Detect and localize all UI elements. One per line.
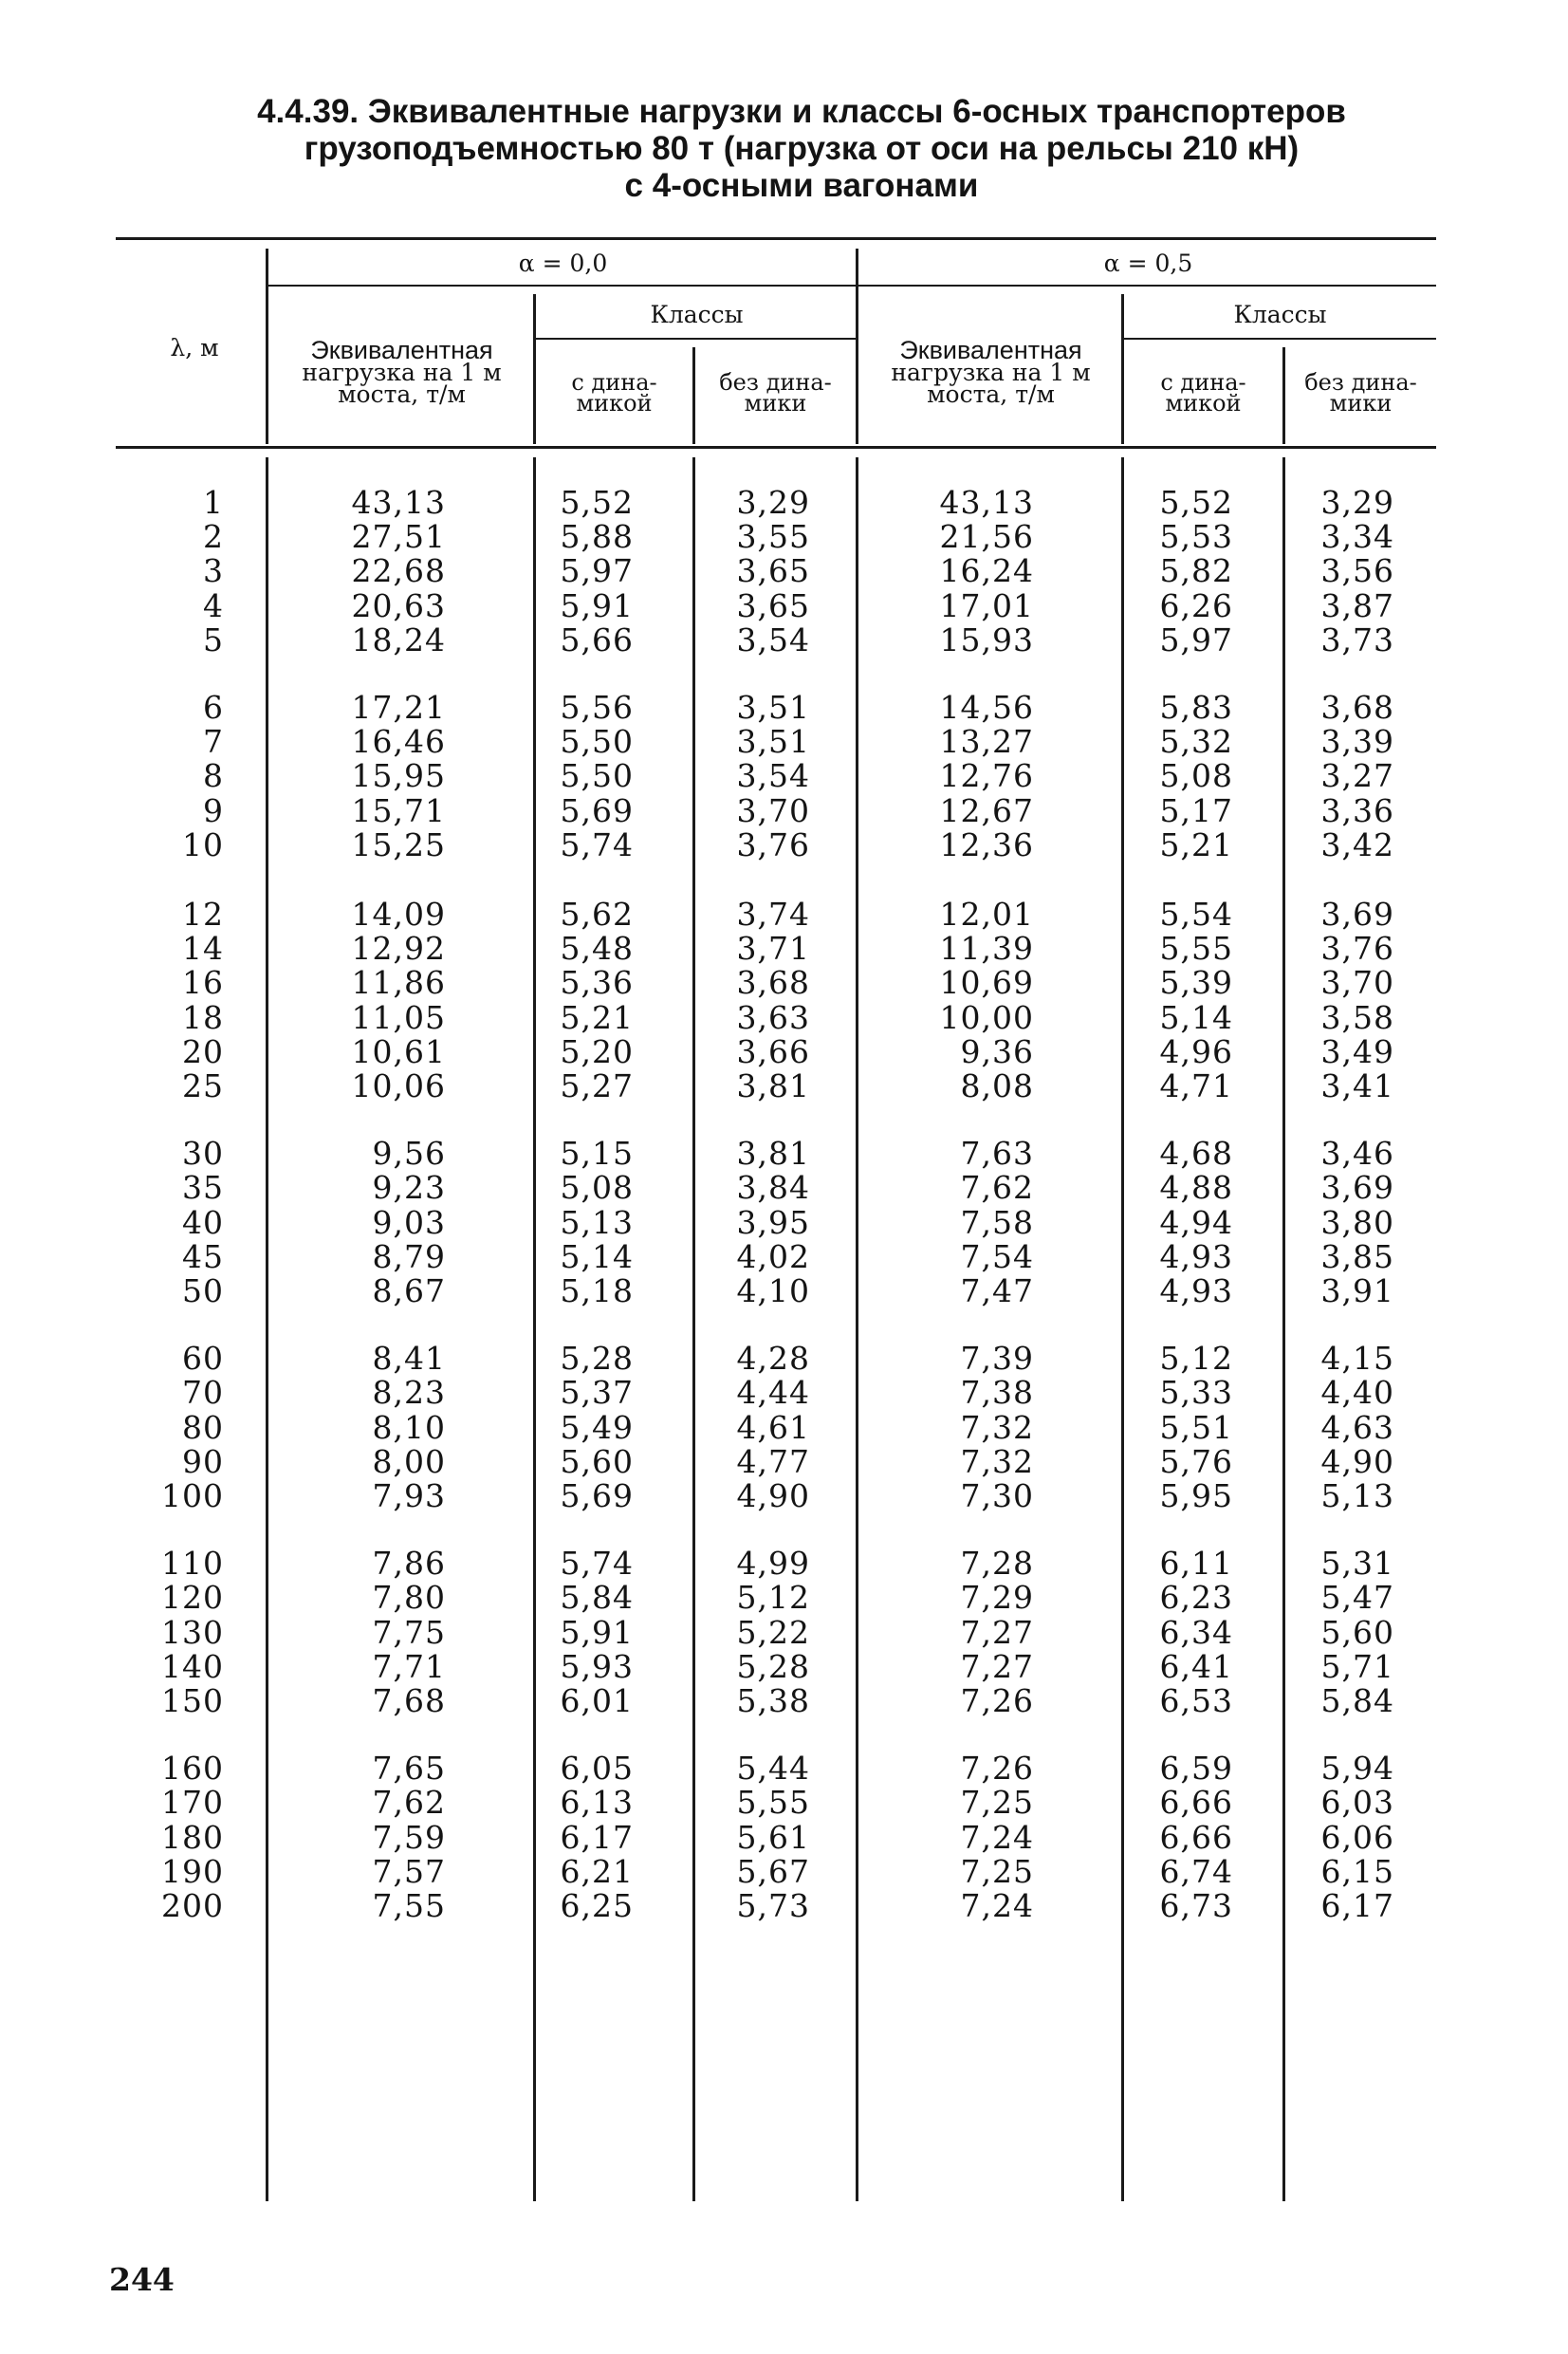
- alpha0-underline: [266, 285, 858, 287]
- value-cell: 3,56: [1320, 552, 1394, 589]
- page-number: 244: [109, 2261, 175, 2298]
- value-cell: 11,86: [351, 964, 446, 1001]
- value-cell: 8,23: [372, 1374, 446, 1411]
- header-alpha-0: α = 0,0: [518, 250, 608, 277]
- value-cell: 4,77: [736, 1443, 810, 1480]
- value-cell: 3,76: [1320, 930, 1394, 967]
- value-cell: 10,00: [939, 999, 1034, 1036]
- value-cell: 5,12: [1159, 1340, 1233, 1377]
- lambda-cell: 110: [161, 1545, 224, 1582]
- col-divider-body-1: [266, 457, 268, 2201]
- header-with-dyn-a05-line2: микой: [1165, 390, 1242, 417]
- value-cell: 5,91: [560, 587, 634, 624]
- value-cell: 4,93: [1159, 1238, 1233, 1275]
- lambda-cell: 60: [182, 1340, 224, 1377]
- value-cell: 3,71: [736, 930, 810, 967]
- header-equiv-load-a0-line3: моста, т/м: [338, 380, 466, 408]
- value-cell: 3,58: [1320, 999, 1394, 1036]
- value-cell: 3,54: [736, 621, 810, 658]
- value-cell: 5,17: [1159, 792, 1233, 829]
- value-cell: 6,23: [1159, 1579, 1233, 1616]
- header-without-dyn-a0-line2: мики: [744, 390, 807, 417]
- value-cell: 7,25: [960, 1853, 1034, 1890]
- header-equiv-load-a05-line3: моста, т/м: [927, 380, 1055, 408]
- value-cell: 6,05: [560, 1750, 634, 1787]
- header-equiv-load-a0: [270, 336, 533, 408]
- lambda-cell: 14: [182, 930, 224, 967]
- lambda-cell: 200: [161, 1887, 224, 1924]
- lambda-cell: 70: [182, 1374, 224, 1411]
- value-cell: 5,39: [1159, 964, 1233, 1001]
- value-cell: 3,55: [736, 518, 810, 555]
- value-cell: 5,60: [560, 1443, 634, 1480]
- value-cell: 6,74: [1159, 1853, 1233, 1890]
- value-cell: 7,80: [372, 1579, 446, 1616]
- value-cell: 3,27: [1320, 757, 1394, 794]
- value-cell: 3,70: [736, 792, 810, 829]
- value-cell: 4,15: [1320, 1340, 1394, 1377]
- value-cell: 5,60: [1320, 1614, 1394, 1651]
- lambda-cell: 16: [182, 964, 224, 1001]
- value-cell: 5,28: [736, 1648, 810, 1685]
- value-cell: 7,28: [960, 1545, 1034, 1582]
- value-cell: 3,85: [1320, 1238, 1394, 1275]
- value-cell: 17,21: [351, 689, 446, 726]
- value-cell: 15,71: [351, 792, 446, 829]
- value-cell: 6,17: [1320, 1887, 1394, 1924]
- value-cell: 3,69: [1320, 896, 1394, 933]
- header-equiv-load-a0-line1: Эквивалентная: [310, 336, 493, 364]
- header-with-dyn-a0-line2: микой: [576, 390, 653, 417]
- value-cell: 7,29: [960, 1579, 1034, 1616]
- value-cell: 5,73: [736, 1887, 810, 1924]
- value-cell: 3,51: [736, 723, 810, 760]
- value-cell: 6,06: [1320, 1819, 1394, 1856]
- value-cell: 3,54: [736, 757, 810, 794]
- lambda-cell: 5: [203, 621, 224, 658]
- col-divider-body-4: [856, 457, 858, 2201]
- header-classes-a0: Классы: [650, 301, 744, 328]
- lambda-cell: 160: [161, 1750, 224, 1787]
- value-cell: 4,44: [736, 1374, 810, 1411]
- header-equiv-load-a0-line2: нагрузка на 1 м: [302, 359, 502, 386]
- value-cell: 9,36: [960, 1033, 1034, 1070]
- value-cell: 11,39: [939, 930, 1034, 967]
- value-cell: 4,63: [1320, 1409, 1394, 1446]
- value-cell: 7,26: [960, 1682, 1034, 1719]
- value-cell: 15,93: [939, 621, 1034, 658]
- value-cell: 8,00: [372, 1443, 446, 1480]
- value-cell: 7,25: [960, 1784, 1034, 1821]
- value-cell: 7,32: [960, 1409, 1034, 1446]
- value-cell: 5,27: [560, 1067, 634, 1104]
- value-cell: 3,65: [736, 587, 810, 624]
- value-cell: 6,66: [1159, 1819, 1233, 1856]
- value-cell: 5,13: [1320, 1477, 1394, 1514]
- value-cell: 5,94: [1320, 1750, 1394, 1787]
- value-cell: 5,53: [1159, 518, 1233, 555]
- value-cell: 4,28: [736, 1340, 810, 1377]
- value-cell: 5,74: [560, 826, 634, 863]
- value-cell: 3,68: [736, 964, 810, 1001]
- header-equiv-load-a05-line1: Эквивалентная: [899, 336, 1082, 364]
- value-cell: 4,02: [736, 1238, 810, 1275]
- lambda-cell: 25: [182, 1067, 224, 1104]
- value-cell: 6,41: [1159, 1648, 1233, 1685]
- value-cell: 10,61: [351, 1033, 446, 1070]
- lambda-cell: 80: [182, 1409, 224, 1446]
- value-cell: 4,88: [1159, 1169, 1233, 1206]
- header-with-dyn-a0-line1: с дина-: [571, 369, 657, 396]
- lambda-cell: 8: [203, 757, 224, 794]
- value-cell: 4,90: [736, 1477, 810, 1514]
- value-cell: 14,09: [351, 896, 446, 933]
- lambda-cell: 35: [182, 1169, 224, 1206]
- lambda-cell: 1: [203, 484, 224, 521]
- value-cell: 5,31: [1320, 1545, 1394, 1582]
- value-cell: 5,32: [1159, 723, 1233, 760]
- value-cell: 5,15: [560, 1135, 634, 1172]
- value-cell: 6,13: [560, 1784, 634, 1821]
- value-cell: 5,52: [560, 484, 634, 521]
- lambda-cell: 120: [161, 1579, 224, 1616]
- value-cell: 4,68: [1159, 1135, 1233, 1172]
- value-cell: 4,40: [1320, 1374, 1394, 1411]
- value-cell: 5,74: [560, 1545, 634, 1582]
- header-without-dyn-a05-line1: без дина-: [1304, 369, 1417, 396]
- value-cell: 43,13: [351, 484, 446, 521]
- value-cell: 8,10: [372, 1409, 446, 1446]
- value-cell: 7,59: [372, 1819, 446, 1856]
- value-cell: 3,41: [1320, 1067, 1394, 1104]
- value-cell: 5,62: [560, 896, 634, 933]
- value-cell: 3,87: [1320, 587, 1394, 624]
- lambda-cell: 150: [161, 1682, 224, 1719]
- value-cell: 7,63: [960, 1135, 1034, 1172]
- value-cell: 4,93: [1159, 1272, 1233, 1309]
- value-cell: 5,13: [560, 1204, 634, 1241]
- value-cell: 5,67: [736, 1853, 810, 1890]
- lambda-cell: 40: [182, 1204, 224, 1241]
- value-cell: 27,51: [351, 518, 446, 555]
- lambda-cell: 9: [203, 792, 224, 829]
- value-cell: 5,49: [560, 1409, 634, 1446]
- value-cell: 8,67: [372, 1272, 446, 1309]
- lambda-cell: 12: [182, 896, 224, 933]
- header-with-dyn-a05: [1124, 369, 1282, 417]
- value-cell: 3,73: [1320, 621, 1394, 658]
- value-cell: 5,47: [1320, 1579, 1394, 1616]
- value-cell: 7,24: [960, 1887, 1034, 1924]
- value-cell: 3,68: [1320, 689, 1394, 726]
- value-cell: 7,65: [372, 1750, 446, 1787]
- value-cell: 9,03: [372, 1204, 446, 1241]
- value-cell: 5,83: [1159, 689, 1233, 726]
- value-cell: 3,69: [1320, 1169, 1394, 1206]
- value-cell: 3,74: [736, 896, 810, 933]
- title-line-1: 4.4.39. Эквивалентные нагрузки и классы 6-осных транспортеров: [257, 93, 1346, 130]
- value-cell: 6,15: [1320, 1853, 1394, 1890]
- classes05-underline: [1123, 338, 1436, 340]
- value-cell: 3,95: [736, 1204, 810, 1241]
- lambda-cell: 90: [182, 1443, 224, 1480]
- header-without-dyn-a0-line1: без дина-: [719, 369, 832, 396]
- value-cell: 5,52: [1159, 484, 1233, 521]
- value-cell: 15,95: [351, 757, 446, 794]
- value-cell: 8,08: [960, 1067, 1034, 1104]
- value-cell: 7,55: [372, 1887, 446, 1924]
- value-cell: 10,69: [939, 964, 1034, 1001]
- value-cell: 4,94: [1159, 1204, 1233, 1241]
- value-cell: 6,59: [1159, 1750, 1233, 1787]
- value-cell: 5,48: [560, 930, 634, 967]
- lambda-cell: 3: [203, 552, 224, 589]
- lambda-cell: 10: [182, 826, 224, 863]
- value-cell: 21,56: [939, 518, 1034, 555]
- value-cell: 7,86: [372, 1545, 446, 1582]
- value-cell: 7,27: [960, 1614, 1034, 1651]
- value-cell: 3,81: [736, 1067, 810, 1104]
- value-cell: 7,24: [960, 1819, 1034, 1856]
- header-without-dyn-a05: [1285, 369, 1436, 417]
- header-alpha-05: α = 0,5: [1103, 250, 1193, 277]
- value-cell: 14,56: [939, 689, 1034, 726]
- value-cell: 12,92: [351, 930, 446, 967]
- header-lambda: λ, м: [170, 334, 219, 361]
- lambda-cell: 190: [161, 1853, 224, 1890]
- value-cell: 17,01: [939, 587, 1034, 624]
- header-bottom-rule: [116, 446, 1436, 449]
- value-cell: 5,21: [1159, 826, 1233, 863]
- lambda-cell: 18: [182, 999, 224, 1036]
- header-classes-a05: Классы: [1233, 301, 1327, 328]
- value-cell: 5,84: [560, 1579, 634, 1616]
- value-cell: 7,27: [960, 1648, 1034, 1685]
- table-top-rule: [116, 237, 1436, 240]
- lambda-cell: 140: [161, 1648, 224, 1685]
- value-cell: 5,91: [560, 1614, 634, 1651]
- value-cell: 9,23: [372, 1169, 446, 1206]
- value-cell: 5,61: [736, 1819, 810, 1856]
- value-cell: 12,36: [939, 826, 1034, 863]
- value-cell: 4,99: [736, 1545, 810, 1582]
- value-cell: 7,54: [960, 1238, 1034, 1275]
- value-cell: 7,62: [372, 1784, 446, 1821]
- value-cell: 5,12: [736, 1579, 810, 1616]
- lambda-cell: 30: [182, 1135, 224, 1172]
- value-cell: 5,69: [560, 1477, 634, 1514]
- value-cell: 5,37: [560, 1374, 634, 1411]
- title-line-2: грузоподъемностью 80 т (нагрузка от оси на рельсы 210 кН): [304, 130, 1300, 167]
- classes0-underline: [533, 338, 858, 340]
- value-cell: 6,21: [560, 1853, 634, 1890]
- value-cell: 6,17: [560, 1819, 634, 1856]
- value-cell: 5,50: [560, 757, 634, 794]
- value-cell: 5,14: [1159, 999, 1233, 1036]
- header-with-dyn-a0: [536, 369, 692, 417]
- value-cell: 7,93: [372, 1477, 446, 1514]
- value-cell: 6,01: [560, 1682, 634, 1719]
- value-cell: 10,06: [351, 1067, 446, 1104]
- value-cell: 3,46: [1320, 1135, 1394, 1172]
- value-cell: 5,82: [1159, 552, 1233, 589]
- value-cell: 6,03: [1320, 1784, 1394, 1821]
- value-cell: 7,39: [960, 1340, 1034, 1377]
- value-cell: 8,79: [372, 1238, 446, 1275]
- value-cell: 6,11: [1159, 1545, 1233, 1582]
- value-cell: 5,33: [1159, 1374, 1233, 1411]
- value-cell: 7,75: [372, 1614, 446, 1651]
- value-cell: 5,38: [736, 1682, 810, 1719]
- lambda-cell: 170: [161, 1784, 224, 1821]
- value-cell: 3,49: [1320, 1033, 1394, 1070]
- value-cell: 5,88: [560, 518, 634, 555]
- value-cell: 7,58: [960, 1204, 1034, 1241]
- table-title: [190, 93, 1413, 204]
- value-cell: 6,26: [1159, 587, 1233, 624]
- value-cell: 16,46: [351, 723, 446, 760]
- value-cell: 3,51: [736, 689, 810, 726]
- lambda-cell: 50: [182, 1272, 224, 1309]
- value-cell: 3,70: [1320, 964, 1394, 1001]
- value-cell: 3,29: [1320, 484, 1394, 521]
- value-cell: 5,71: [1320, 1648, 1394, 1685]
- value-cell: 4,96: [1159, 1033, 1233, 1070]
- value-cell: 16,24: [939, 552, 1034, 589]
- lambda-cell: 130: [161, 1614, 224, 1651]
- value-cell: 18,24: [351, 621, 446, 658]
- header-with-dyn-a05-line1: с дина-: [1160, 369, 1246, 396]
- value-cell: 5,84: [1320, 1682, 1394, 1719]
- value-cell: 7,30: [960, 1477, 1034, 1514]
- col-divider-header-4: [856, 249, 858, 444]
- value-cell: 6,34: [1159, 1614, 1233, 1651]
- value-cell: 5,22: [736, 1614, 810, 1651]
- value-cell: 9,56: [372, 1135, 446, 1172]
- value-cell: 3,34: [1320, 518, 1394, 555]
- value-cell: 5,44: [736, 1750, 810, 1787]
- value-cell: 5,51: [1159, 1409, 1233, 1446]
- value-cell: 5,50: [560, 723, 634, 760]
- value-cell: 12,01: [939, 896, 1034, 933]
- header-equiv-load-a05: [860, 336, 1121, 408]
- value-cell: 5,97: [1159, 621, 1233, 658]
- value-cell: 5,56: [560, 689, 634, 726]
- value-cell: 22,68: [351, 552, 446, 589]
- value-cell: 5,66: [560, 621, 634, 658]
- value-cell: 5,36: [560, 964, 634, 1001]
- lambda-cell: 4: [203, 587, 224, 624]
- value-cell: 5,08: [560, 1169, 634, 1206]
- value-cell: 4,90: [1320, 1443, 1394, 1480]
- value-cell: 11,05: [351, 999, 446, 1036]
- lambda-cell: 7: [203, 723, 224, 760]
- value-cell: 5,97: [560, 552, 634, 589]
- value-cell: 5,14: [560, 1238, 634, 1275]
- value-cell: 5,95: [1159, 1477, 1233, 1514]
- lambda-cell: 180: [161, 1819, 224, 1856]
- value-cell: 3,91: [1320, 1272, 1394, 1309]
- value-cell: 3,80: [1320, 1204, 1394, 1241]
- value-cell: 3,76: [736, 826, 810, 863]
- value-cell: 7,32: [960, 1443, 1034, 1480]
- value-cell: 7,26: [960, 1750, 1034, 1787]
- value-cell: 5,08: [1159, 757, 1233, 794]
- value-cell: 5,93: [560, 1648, 634, 1685]
- value-cell: 5,55: [736, 1784, 810, 1821]
- value-cell: 15,25: [351, 826, 446, 863]
- value-cell: 12,76: [939, 757, 1034, 794]
- value-cell: 3,65: [736, 552, 810, 589]
- value-cell: 3,66: [736, 1033, 810, 1070]
- value-cell: 5,54: [1159, 896, 1233, 933]
- lambda-cell: 6: [203, 689, 224, 726]
- lambda-cell: 2: [203, 518, 224, 555]
- value-cell: 3,36: [1320, 792, 1394, 829]
- value-cell: 5,69: [560, 792, 634, 829]
- value-cell: 12,67: [939, 792, 1034, 829]
- value-cell: 7,62: [960, 1169, 1034, 1206]
- value-cell: 3,84: [736, 1169, 810, 1206]
- lambda-cell: 45: [182, 1238, 224, 1275]
- header-without-dyn-a05-line2: мики: [1329, 390, 1393, 417]
- value-cell: 3,42: [1320, 826, 1394, 863]
- value-cell: 5,21: [560, 999, 634, 1036]
- value-cell: 8,41: [372, 1340, 446, 1377]
- value-cell: 5,20: [560, 1033, 634, 1070]
- value-cell: 43,13: [939, 484, 1034, 521]
- value-cell: 7,71: [372, 1648, 446, 1685]
- value-cell: 4,61: [736, 1409, 810, 1446]
- value-cell: 4,71: [1159, 1067, 1233, 1104]
- alpha05-underline: [858, 285, 1436, 287]
- value-cell: 3,29: [736, 484, 810, 521]
- value-cell: 6,73: [1159, 1887, 1233, 1924]
- value-cell: 7,47: [960, 1272, 1034, 1309]
- value-cell: 5,55: [1159, 930, 1233, 967]
- value-cell: 13,27: [939, 723, 1034, 760]
- value-cell: 20,63: [351, 587, 446, 624]
- lambda-cell: 100: [161, 1477, 224, 1514]
- value-cell: 5,28: [560, 1340, 634, 1377]
- value-cell: 5,18: [560, 1272, 634, 1309]
- title-line-3: с 4-осными вагонами: [624, 167, 979, 204]
- col-divider-header-1: [266, 249, 268, 444]
- value-cell: 5,76: [1159, 1443, 1233, 1480]
- value-cell: 3,39: [1320, 723, 1394, 760]
- value-cell: 6,25: [560, 1887, 634, 1924]
- value-cell: 7,57: [372, 1853, 446, 1890]
- header-equiv-load-a05-line2: нагрузка на 1 м: [891, 359, 1091, 386]
- header-without-dyn-a0: [695, 369, 856, 417]
- value-cell: 7,68: [372, 1682, 446, 1719]
- value-cell: 3,63: [736, 999, 810, 1036]
- value-cell: 4,10: [736, 1272, 810, 1309]
- value-cell: 6,66: [1159, 1784, 1233, 1821]
- lambda-cell: 20: [182, 1033, 224, 1070]
- value-cell: 6,53: [1159, 1682, 1233, 1719]
- value-cell: 7,38: [960, 1374, 1034, 1411]
- value-cell: 3,81: [736, 1135, 810, 1172]
